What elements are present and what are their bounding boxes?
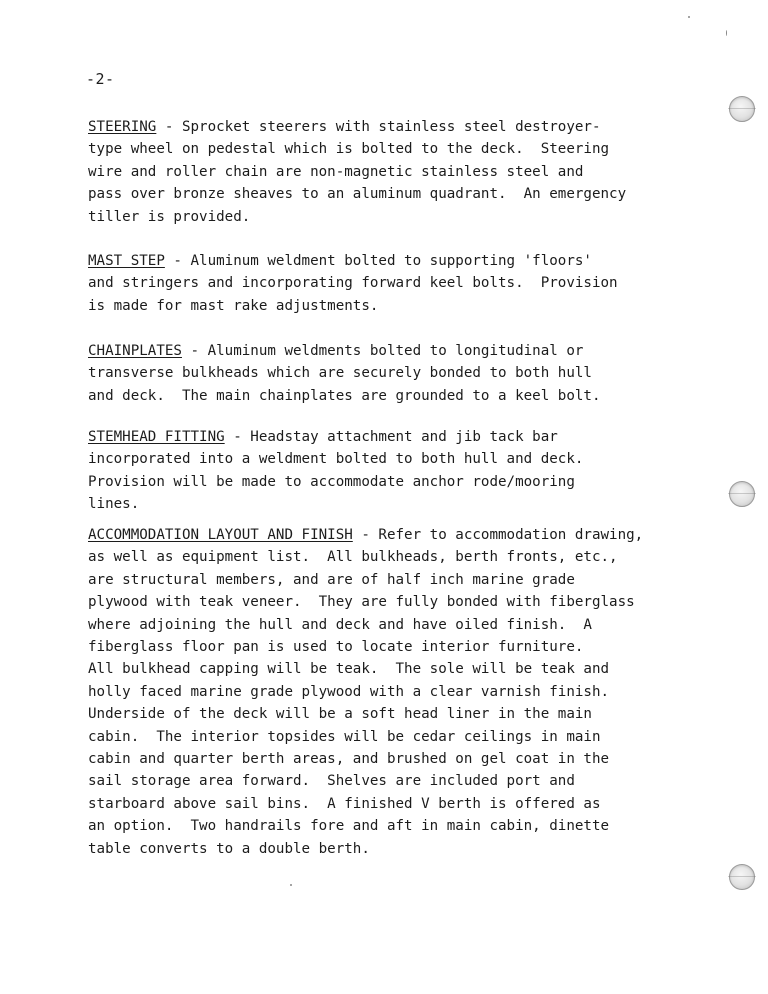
section-line: type wheel on pedestal which is bolted to the deck. Steering — [88, 141, 610, 158]
section-stemhead-fitting — [88, 426, 688, 516]
scan-speck — [688, 16, 690, 18]
section-line: STEMHEAD FITTING - Headstay attachment and jib tack bar — [88, 429, 558, 445]
section-chainplates — [88, 340, 688, 407]
section-line: pass over bronze sheaves to an aluminum quadrant. An emergency — [88, 186, 627, 203]
section-line: and stringers and incorporating forward keel bolts. Provision — [88, 275, 618, 292]
section-heading: STEMHEAD FITTING — [88, 429, 225, 445]
section-line: plywood with teak veneer. They are fully bonded with fiberglass — [88, 594, 635, 611]
punch-hole — [729, 481, 755, 507]
section-line: holly faced marine grade plywood with a clear varnish finish. — [88, 683, 610, 700]
section-line: STEERING - Sprocket steerers with stainless steel destroyer- — [88, 119, 601, 135]
section-line: tiller is provided. — [88, 208, 251, 225]
section-line: transverse bulkheads which are securely bonded to both hull — [88, 365, 592, 382]
section-line: fiberglass floor pan is used to locate interior furniture. — [88, 639, 584, 656]
section-line: cabin and quarter berth areas, and brushed on gel coat in the — [88, 751, 610, 768]
section-line: an option. Two handrails fore and aft in main cabin, dinette — [88, 818, 610, 835]
scan-speck — [726, 30, 727, 36]
section-steering — [88, 116, 688, 228]
section-line: starboard above sail bins. A finished V berth is offered as — [88, 795, 601, 812]
punch-hole — [729, 864, 755, 890]
punch-hole — [729, 96, 755, 122]
section-line: is made for mast rake adjustments. — [88, 297, 379, 314]
section-heading: STEERING — [88, 119, 157, 135]
section-line: are structural members, and are of half inch marine grade — [88, 571, 575, 588]
section-accommodation — [88, 524, 688, 860]
section-line: All bulkhead capping will be teak. The sole will be teak and — [88, 661, 610, 678]
section-line: Provision will be made to accommodate anchor rode/mooring — [88, 473, 575, 490]
section-line: table converts to a double berth. — [88, 840, 370, 857]
section-line: as well as equipment list. All bulkheads, berth fronts, etc., — [88, 549, 618, 566]
section-mast-step — [88, 250, 688, 317]
section-line: lines. — [88, 496, 140, 513]
section-line: wire and roller chain are non-magnetic stainless steel and — [88, 163, 584, 180]
section-heading: CHAINPLATES — [88, 343, 182, 359]
section-line: MAST STEP - Aluminum weldment bolted to supporting 'floors' — [88, 253, 592, 269]
section-line: ACCOMMODATION LAYOUT AND FINISH - Refer to accommodation drawing, — [88, 527, 644, 543]
section-line: and deck. The main chainplates are grounded to a keel bolt. — [88, 387, 601, 404]
section-line: incorporated into a weldment bolted to both hull and deck. — [88, 451, 584, 468]
section-line: where adjoining the hull and deck and have oiled finish. A — [88, 616, 592, 633]
section-line: sail storage area forward. Shelves are included port and — [88, 773, 575, 790]
section-line: Underside of the deck will be a soft head liner in the main — [88, 706, 592, 723]
section-heading: MAST STEP — [88, 253, 165, 269]
section-heading: ACCOMMODATION LAYOUT AND FINISH — [88, 527, 353, 543]
section-line: CHAINPLATES - Aluminum weldments bolted to longitudinal or — [88, 343, 584, 359]
page-number: -2- — [86, 70, 115, 88]
scan-speck — [290, 884, 292, 886]
section-line: cabin. The interior topsides will be cedar ceilings in main — [88, 728, 601, 745]
